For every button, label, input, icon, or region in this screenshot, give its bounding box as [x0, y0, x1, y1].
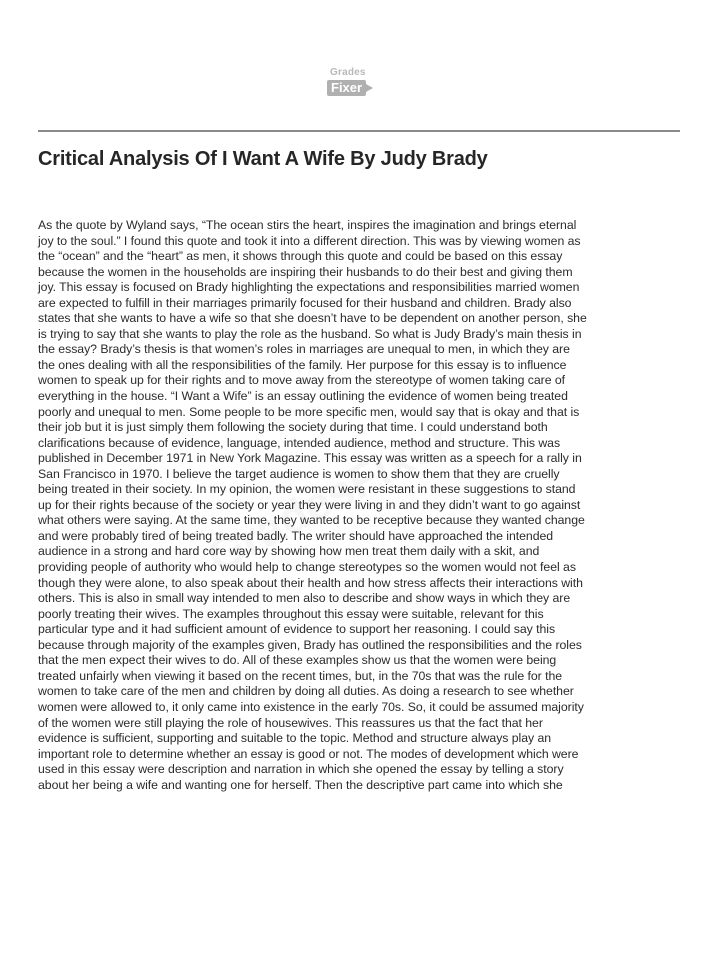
- essay-line: published in December 1971 in New York Magazine. This essay was written as a speech for a rally in: [38, 451, 582, 466]
- essay-line: because the women in the households are inspiring their husbands to do their best and giving them: [38, 264, 573, 279]
- essay-line: providing people of authority who would help to change stereotypes so the women would not feel as: [38, 560, 576, 575]
- document-title: Critical Analysis Of I Want A Wife By Judy Brady: [38, 148, 488, 170]
- gradesfixer-logo: [327, 67, 393, 101]
- essay-line: states that she wants to have a wife so that she doesn’t have to be dependent on another person, she: [38, 311, 587, 326]
- logo-pointer-icon: [366, 84, 373, 92]
- essay-line: are expected to fulfill in their marriages primarily focused for their husband and children. Brady also: [38, 295, 572, 310]
- essay-line: about her being a wife and wanting one for herself. Then the descriptive part came into which she: [38, 777, 563, 792]
- essay-line: poorly treating their wives. The examples throughout this essay were suitable, relevant for this: [38, 606, 544, 621]
- essay-line: women to speak up for their rights and to move away from the stereotype of women taking care of: [38, 373, 566, 388]
- essay-line: women to take care of the men and children by doing all duties. As doing a research to see whether: [38, 684, 574, 699]
- essay-line: audience in a strong and hard core way by showing how men treat them daily with a skit, and: [38, 544, 540, 559]
- essay-line: because through majority of the examples given, Brady has outlined the responsibilities and the roles: [38, 637, 582, 652]
- essay-line: though they were alone, to also speak about their health and how stress affects their interactions with: [38, 575, 583, 590]
- essay-line: up for their rights because of the society or year they were living in and they didn’t want to go against: [38, 497, 581, 512]
- essay-line: poorly and unequal to men. Some people to be more specific men, would say that is okay and that is: [38, 404, 580, 419]
- essay-line: the ones dealing with all the responsibilities of the family. Her purpose for this essay is to influence: [38, 357, 567, 372]
- logo-top-text: Grades: [330, 67, 366, 78]
- header-divider: [38, 130, 680, 132]
- logo-bottom-text: Fixer: [331, 80, 363, 95]
- essay-line: joy. This essay is focused on Brady highlighting the expectations and responsibilities married women: [38, 280, 580, 295]
- essay-line: the essay? Brady’s thesis is that women’s roles in marriages are unequal to men, in which they are: [38, 342, 570, 357]
- essay-line: others. This is also in small way intended to men also to describe and show ways in which they are: [38, 591, 571, 606]
- essay-line: joy to the soul.” I found this quote and took it into a different direction. This was by viewing women as: [38, 233, 581, 248]
- logo-badge: [327, 80, 366, 96]
- essay-line: what others were saying. At the same time, they wanted to be receptive because they wanted change: [38, 513, 585, 528]
- essay-line: and were probably tired of being treated badly. The writer should have approached the intended: [38, 528, 554, 543]
- essay-line: used in this essay were description and narration in which she opened the essay by telling a story: [38, 762, 564, 777]
- essay-line: treated unfairly when viewing it based on the recent times, but, in the 70s that was the rule for the: [38, 668, 563, 683]
- essay-line: As the quote by Wyland says, “The ocean stirs the heart, inspires the imagination and brings eternal: [38, 218, 577, 232]
- essay-line: particular type and it had sufficient amount of evidence to support her reasoning. I could say this: [38, 622, 556, 637]
- essay-body: [38, 218, 684, 793]
- essay-line: important role to determine whether an essay is good or not. The modes of development which were: [38, 746, 579, 761]
- essay-line: being treated in their society. In my opinion, the women were resistant in these suggestions to stand: [38, 482, 576, 497]
- essay-line: that the men expect their wives to do. All of these examples show us that the women were being: [38, 653, 557, 668]
- essay-line: evidence is sufficient, supporting and suitable to the topic. Method and structure always play an: [38, 731, 552, 746]
- essay-line: women were allowed to, it only came into existence in the early 70s. So, it could be assumed majority: [38, 699, 584, 714]
- essay-line: everything in the house. “I Want a Wife” is an essay outlining the evidence of women being treated: [38, 389, 568, 404]
- essay-line: the “ocean” and the “heart” as men, it shows through this quote and could be based on this essay: [38, 249, 563, 264]
- essay-line: clarifications because of evidence, language, intended audience, method and structure. This was: [38, 435, 561, 450]
- essay-line: of the women were still playing the role of housewives. This reassures us that the fact that her: [38, 715, 543, 730]
- essay-line: their job but it is just simply them following the society during that time. I could understand both: [38, 420, 548, 435]
- essay-line: San Francisco in 1970. I believe the target audience is women to show them that they are cruelly: [38, 466, 560, 481]
- essay-line: is trying to say that she wants to play the role as the husband. So what is Judy Brady’s main thesis in: [38, 326, 582, 341]
